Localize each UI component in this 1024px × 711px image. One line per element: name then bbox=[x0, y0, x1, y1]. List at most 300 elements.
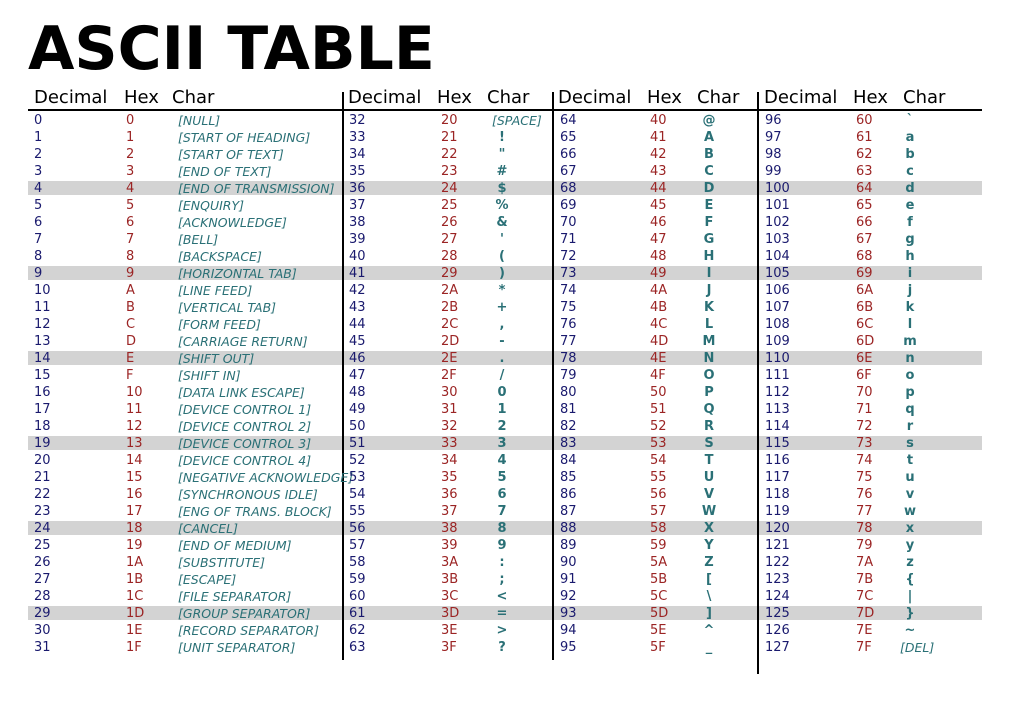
decimal-cell: 106 bbox=[765, 283, 790, 298]
decimal-cell: 24 bbox=[34, 521, 51, 536]
decimal-cell: 68 bbox=[560, 181, 577, 196]
char-cell: s bbox=[906, 436, 914, 451]
decimal-cell: 21 bbox=[34, 470, 51, 485]
hex-cell: 1B bbox=[126, 572, 144, 587]
char-cell: n bbox=[905, 351, 915, 366]
char-cell: e bbox=[905, 198, 915, 213]
char-cell: Q bbox=[703, 402, 715, 417]
hex-cell: B bbox=[126, 300, 135, 315]
hex-cell: 13 bbox=[126, 436, 143, 451]
decimal-cell: 4 bbox=[34, 181, 43, 196]
header-decimal: Decimal bbox=[558, 87, 632, 108]
decimal-cell: 125 bbox=[765, 606, 790, 621]
header-rule bbox=[28, 109, 982, 111]
decimal-cell: 127 bbox=[765, 640, 790, 655]
hex-cell: 66 bbox=[856, 215, 873, 230]
decimal-cell: 112 bbox=[765, 385, 790, 400]
char-cell: T bbox=[704, 453, 714, 468]
hex-cell: 1 bbox=[126, 130, 135, 145]
char-cell: u bbox=[905, 470, 915, 485]
hex-cell: 27 bbox=[441, 232, 458, 247]
decimal-cell: 122 bbox=[765, 555, 790, 570]
decimal-cell: 33 bbox=[349, 130, 366, 145]
decimal-cell: 74 bbox=[560, 283, 577, 298]
hex-cell: A bbox=[126, 283, 135, 298]
char-cell: D bbox=[703, 181, 715, 196]
decimal-cell: 118 bbox=[765, 487, 790, 502]
hex-cell: 4A bbox=[650, 283, 668, 298]
decimal-cell: 11 bbox=[34, 300, 51, 315]
char-cell: r bbox=[906, 419, 914, 434]
decimal-cell: 54 bbox=[349, 487, 366, 502]
char-cell: [GROUP SEPARATOR] bbox=[178, 606, 311, 621]
char-cell: A bbox=[703, 130, 715, 145]
char-cell: k bbox=[905, 300, 915, 315]
hex-cell: 50 bbox=[650, 385, 667, 400]
char-cell: # bbox=[496, 164, 508, 179]
hex-cell: 63 bbox=[856, 164, 873, 179]
decimal-cell: 2 bbox=[34, 147, 43, 162]
decimal-cell: 26 bbox=[34, 555, 51, 570]
decimal-cell: 16 bbox=[34, 385, 51, 400]
decimal-cell: 95 bbox=[560, 640, 577, 655]
hex-cell: 3D bbox=[441, 606, 460, 621]
hex-cell: 2F bbox=[441, 368, 457, 383]
decimal-cell: 44 bbox=[349, 317, 366, 332]
hex-cell: 60 bbox=[856, 113, 873, 128]
char-cell: [CANCEL] bbox=[178, 521, 238, 536]
hex-cell: 19 bbox=[126, 538, 143, 553]
char-cell: ) bbox=[499, 266, 505, 281]
decimal-cell: 62 bbox=[349, 623, 366, 638]
char-cell: [SHIFT IN] bbox=[178, 368, 241, 383]
char-cell: B bbox=[704, 147, 714, 162]
decimal-cell: 103 bbox=[765, 232, 790, 247]
char-cell: [FORM FEED] bbox=[178, 317, 261, 332]
char-cell: [NEGATIVE ACKNOWLEDGE] bbox=[178, 470, 354, 485]
decimal-cell: 79 bbox=[560, 368, 577, 383]
hex-cell: 54 bbox=[650, 453, 667, 468]
decimal-cell: 12 bbox=[34, 317, 51, 332]
hex-cell: 46 bbox=[650, 215, 667, 230]
decimal-cell: 10 bbox=[34, 283, 51, 298]
char-cell: W bbox=[701, 504, 717, 519]
decimal-cell: 23 bbox=[34, 504, 51, 519]
hex-cell: 56 bbox=[650, 487, 667, 502]
char-cell: F bbox=[704, 215, 714, 230]
hex-cell: 5D bbox=[650, 606, 669, 621]
char-cell: 9 bbox=[497, 538, 507, 553]
decimal-cell: 93 bbox=[560, 606, 577, 621]
hex-cell: 67 bbox=[856, 232, 873, 247]
char-cell: m bbox=[903, 334, 917, 349]
char-cell: 6 bbox=[497, 487, 507, 502]
hex-cell: 59 bbox=[650, 538, 667, 553]
char-cell: l bbox=[907, 317, 913, 332]
decimal-cell: 25 bbox=[34, 538, 51, 553]
hex-cell: 3C bbox=[441, 589, 459, 604]
decimal-cell: 124 bbox=[765, 589, 790, 604]
decimal-cell: 15 bbox=[34, 368, 51, 383]
hex-cell: 15 bbox=[126, 470, 143, 485]
char-cell: [DEVICE CONTROL 2] bbox=[178, 419, 312, 434]
hex-cell: 73 bbox=[856, 436, 873, 451]
hex-cell: 42 bbox=[650, 147, 667, 162]
hex-cell: 1A bbox=[126, 555, 144, 570]
char-cell: c bbox=[906, 164, 914, 179]
hex-cell: 69 bbox=[856, 266, 873, 281]
hex-cell: 5C bbox=[650, 589, 668, 604]
char-cell: } bbox=[905, 606, 915, 621]
hex-cell: 64 bbox=[856, 181, 873, 196]
char-cell: [NULL] bbox=[178, 113, 221, 128]
char-cell: , bbox=[499, 317, 505, 332]
hex-cell: 45 bbox=[650, 198, 667, 213]
char-cell: I bbox=[706, 266, 712, 281]
hex-cell: 53 bbox=[650, 436, 667, 451]
decimal-cell: 52 bbox=[349, 453, 366, 468]
char-cell: [UNIT SEPARATOR] bbox=[178, 640, 296, 655]
hex-cell: 41 bbox=[650, 130, 667, 145]
char-cell: ( bbox=[499, 249, 505, 264]
char-cell: 8 bbox=[497, 521, 507, 536]
hex-cell: 7E bbox=[856, 623, 873, 638]
char-cell: [START OF HEADING] bbox=[178, 130, 311, 145]
char-cell: P bbox=[704, 385, 714, 400]
hex-cell: 7D bbox=[856, 606, 875, 621]
char-cell: $ bbox=[497, 181, 507, 196]
decimal-cell: 104 bbox=[765, 249, 790, 264]
hex-cell: 44 bbox=[650, 181, 667, 196]
decimal-cell: 108 bbox=[765, 317, 790, 332]
hex-cell: 4D bbox=[650, 334, 669, 349]
decimal-cell: 17 bbox=[34, 402, 51, 417]
decimal-cell: 37 bbox=[349, 198, 366, 213]
hex-cell: 6E bbox=[856, 351, 873, 366]
char-cell: Z bbox=[704, 555, 714, 570]
hex-cell: 70 bbox=[856, 385, 873, 400]
char-cell: h bbox=[905, 249, 915, 264]
char-cell: p bbox=[905, 385, 915, 400]
char-cell: y bbox=[905, 538, 915, 553]
hex-cell: 4E bbox=[650, 351, 667, 366]
char-cell: [END OF TRANSMISSION] bbox=[178, 181, 335, 196]
hex-cell: 7A bbox=[856, 555, 874, 570]
char-cell: L bbox=[704, 317, 714, 332]
char-cell: " bbox=[498, 147, 506, 162]
decimal-cell: 97 bbox=[765, 130, 782, 145]
decimal-cell: 1 bbox=[34, 130, 43, 145]
decimal-cell: 19 bbox=[34, 436, 51, 451]
char-cell: x bbox=[905, 521, 915, 536]
decimal-cell: 55 bbox=[349, 504, 366, 519]
hex-cell: 33 bbox=[441, 436, 458, 451]
header-decimal: Decimal bbox=[34, 87, 108, 108]
decimal-cell: 83 bbox=[560, 436, 577, 451]
decimal-cell: 116 bbox=[765, 453, 790, 468]
char-cell: : bbox=[499, 555, 505, 570]
hex-cell: 2E bbox=[441, 351, 458, 366]
hex-cell: 58 bbox=[650, 521, 667, 536]
decimal-cell: 47 bbox=[349, 368, 366, 383]
char-cell: R bbox=[703, 419, 714, 434]
decimal-cell: 20 bbox=[34, 453, 51, 468]
hex-cell: 1E bbox=[126, 623, 143, 638]
char-cell: v bbox=[905, 487, 915, 502]
char-cell: O bbox=[703, 368, 715, 383]
char-cell: g bbox=[905, 232, 915, 247]
char-cell: [ENQUIRY] bbox=[178, 198, 244, 213]
decimal-cell: 120 bbox=[765, 521, 790, 536]
decimal-cell: 40 bbox=[349, 249, 366, 264]
decimal-cell: 66 bbox=[560, 147, 577, 162]
decimal-cell: 36 bbox=[349, 181, 366, 196]
char-cell: U bbox=[703, 470, 715, 485]
hex-cell: 14 bbox=[126, 453, 143, 468]
hex-cell: 6D bbox=[856, 334, 875, 349]
decimal-cell: 53 bbox=[349, 470, 366, 485]
header-char: Char bbox=[903, 87, 946, 108]
hex-cell: 2A bbox=[441, 283, 459, 298]
decimal-cell: 85 bbox=[560, 470, 577, 485]
char-cell: f bbox=[907, 215, 913, 230]
char-cell: a bbox=[905, 130, 915, 145]
char-cell: H bbox=[703, 249, 715, 264]
decimal-cell: 71 bbox=[560, 232, 577, 247]
decimal-cell: 61 bbox=[349, 606, 366, 621]
decimal-cell: 92 bbox=[560, 589, 577, 604]
hex-cell: 71 bbox=[856, 402, 873, 417]
char-cell: < bbox=[496, 589, 508, 604]
hex-cell: 77 bbox=[856, 504, 873, 519]
hex-cell: 3E bbox=[441, 623, 458, 638]
decimal-cell: 96 bbox=[765, 113, 782, 128]
hex-cell: 8 bbox=[126, 249, 135, 264]
char-cell: j bbox=[907, 283, 913, 298]
hex-cell: 51 bbox=[650, 402, 667, 417]
hex-cell: 2C bbox=[441, 317, 459, 332]
char-cell: ; bbox=[499, 572, 505, 587]
char-cell: 5 bbox=[497, 470, 507, 485]
decimal-cell: 73 bbox=[560, 266, 577, 281]
decimal-cell: 5 bbox=[34, 198, 43, 213]
char-cell: [LINE FEED] bbox=[178, 283, 253, 298]
hex-cell: 3 bbox=[126, 164, 135, 179]
hex-cell: 62 bbox=[856, 147, 873, 162]
decimal-cell: 29 bbox=[34, 606, 51, 621]
hex-cell: 3F bbox=[441, 640, 457, 655]
hex-cell: 5B bbox=[650, 572, 668, 587]
char-cell: 2 bbox=[497, 419, 507, 434]
char-cell: [ENG OF TRANS. BLOCK] bbox=[178, 504, 332, 519]
hex-cell: 55 bbox=[650, 470, 667, 485]
char-cell: ? bbox=[498, 640, 506, 655]
hex-cell: 18 bbox=[126, 521, 143, 536]
char-cell: w bbox=[903, 504, 916, 519]
char-cell: [SHIFT OUT] bbox=[178, 351, 255, 366]
char-cell: - bbox=[499, 334, 505, 349]
char-cell: [ACKNOWLEDGE] bbox=[178, 215, 287, 230]
hex-cell: 32 bbox=[441, 419, 458, 434]
char-cell: S bbox=[704, 436, 714, 451]
hex-cell: 74 bbox=[856, 453, 873, 468]
header-hex: Hex bbox=[437, 87, 472, 108]
hex-cell: 5E bbox=[650, 623, 667, 638]
hex-cell: 38 bbox=[441, 521, 458, 536]
hex-cell: 3A bbox=[441, 555, 459, 570]
char-cell: [BACKSPACE] bbox=[178, 249, 262, 264]
hex-cell: 31 bbox=[441, 402, 458, 417]
char-cell: [VERTICAL TAB] bbox=[178, 300, 277, 315]
hex-cell: 30 bbox=[441, 385, 458, 400]
char-cell: z bbox=[906, 555, 914, 570]
column-divider bbox=[757, 92, 759, 674]
char-cell: V bbox=[703, 487, 715, 502]
decimal-cell: 69 bbox=[560, 198, 577, 213]
char-cell: [END OF MEDIUM] bbox=[178, 538, 292, 553]
char-cell: [RECORD SEPARATOR] bbox=[178, 623, 319, 638]
decimal-cell: 78 bbox=[560, 351, 577, 366]
char-cell: J bbox=[706, 283, 712, 298]
char-cell: C bbox=[704, 164, 714, 179]
hex-cell: 6B bbox=[856, 300, 874, 315]
hex-cell: 5A bbox=[650, 555, 668, 570]
char-cell: ! bbox=[499, 130, 505, 145]
decimal-cell: 56 bbox=[349, 521, 366, 536]
char-cell: { bbox=[905, 572, 915, 587]
decimal-cell: 115 bbox=[765, 436, 790, 451]
hex-cell: 7B bbox=[856, 572, 874, 587]
char-cell: * bbox=[498, 283, 506, 298]
hex-cell: 11 bbox=[126, 402, 143, 417]
decimal-cell: 117 bbox=[765, 470, 790, 485]
hex-cell: 16 bbox=[126, 487, 143, 502]
decimal-cell: 31 bbox=[34, 640, 51, 655]
hex-cell: 3B bbox=[441, 572, 459, 587]
char-cell: [START OF TEXT] bbox=[178, 147, 284, 162]
hex-cell: 26 bbox=[441, 215, 458, 230]
hex-cell: 0 bbox=[126, 113, 135, 128]
hex-cell: 36 bbox=[441, 487, 458, 502]
decimal-cell: 90 bbox=[560, 555, 577, 570]
char-cell: [SYNCHRONOUS IDLE] bbox=[178, 487, 318, 502]
char-cell: / bbox=[499, 368, 505, 383]
decimal-cell: 41 bbox=[349, 266, 366, 281]
decimal-cell: 22 bbox=[34, 487, 51, 502]
hex-cell: 35 bbox=[441, 470, 458, 485]
char-cell: ^ bbox=[703, 623, 715, 638]
decimal-cell: 119 bbox=[765, 504, 790, 519]
decimal-cell: 34 bbox=[349, 147, 366, 162]
header-hex: Hex bbox=[124, 87, 159, 108]
decimal-cell: 9 bbox=[34, 266, 43, 281]
hex-cell: 76 bbox=[856, 487, 873, 502]
hex-cell: 17 bbox=[126, 504, 143, 519]
char-cell: [ESCAPE] bbox=[178, 572, 237, 587]
hex-cell: 9 bbox=[126, 266, 135, 281]
hex-cell: 34 bbox=[441, 453, 458, 468]
hex-cell: 78 bbox=[856, 521, 873, 536]
hex-cell: 23 bbox=[441, 164, 458, 179]
char-cell: | bbox=[907, 589, 913, 604]
hex-cell: 4 bbox=[126, 181, 135, 196]
char-cell: [ bbox=[706, 572, 712, 587]
hex-cell: 1F bbox=[126, 640, 142, 655]
char-cell: t bbox=[906, 453, 914, 468]
decimal-cell: 28 bbox=[34, 589, 51, 604]
char-cell: K bbox=[703, 300, 715, 315]
decimal-cell: 100 bbox=[765, 181, 790, 196]
decimal-cell: 42 bbox=[349, 283, 366, 298]
hex-cell: 5 bbox=[126, 198, 135, 213]
char-cell: % bbox=[495, 198, 509, 213]
char-cell: [DEL] bbox=[900, 640, 935, 655]
decimal-cell: 50 bbox=[349, 419, 366, 434]
header-char: Char bbox=[172, 87, 215, 108]
char-cell: @ bbox=[702, 113, 716, 128]
hex-cell: 10 bbox=[126, 385, 143, 400]
hex-cell: 7F bbox=[856, 640, 872, 655]
char-cell: . bbox=[499, 351, 505, 366]
hex-cell: 1C bbox=[126, 589, 144, 604]
char-cell: \ bbox=[706, 589, 712, 604]
char-cell: [SPACE] bbox=[492, 113, 542, 128]
hex-cell: 12 bbox=[126, 419, 143, 434]
char-cell: o bbox=[905, 368, 915, 383]
hex-cell: 4F bbox=[650, 368, 666, 383]
decimal-cell: 45 bbox=[349, 334, 366, 349]
hex-cell: 79 bbox=[856, 538, 873, 553]
decimal-cell: 67 bbox=[560, 164, 577, 179]
decimal-cell: 94 bbox=[560, 623, 577, 638]
hex-cell: 1D bbox=[126, 606, 145, 621]
decimal-cell: 87 bbox=[560, 504, 577, 519]
header-decimal: Decimal bbox=[348, 87, 422, 108]
hex-cell: 6C bbox=[856, 317, 874, 332]
char-cell: 0 bbox=[497, 385, 507, 400]
header-char: Char bbox=[487, 87, 530, 108]
decimal-cell: 49 bbox=[349, 402, 366, 417]
header-char: Char bbox=[697, 87, 740, 108]
decimal-cell: 98 bbox=[765, 147, 782, 162]
hex-cell: 37 bbox=[441, 504, 458, 519]
decimal-cell: 84 bbox=[560, 453, 577, 468]
decimal-cell: 102 bbox=[765, 215, 790, 230]
column-divider bbox=[342, 92, 344, 660]
hex-cell: 2B bbox=[441, 300, 459, 315]
char-cell: E bbox=[704, 198, 714, 213]
decimal-cell: 91 bbox=[560, 572, 577, 587]
char-cell: [SUBSTITUTE] bbox=[178, 555, 265, 570]
hex-cell: 43 bbox=[650, 164, 667, 179]
char-cell: + bbox=[496, 300, 508, 315]
decimal-cell: 3 bbox=[34, 164, 43, 179]
decimal-cell: 63 bbox=[349, 640, 366, 655]
decimal-cell: 88 bbox=[560, 521, 577, 536]
char-cell: d bbox=[905, 181, 915, 196]
hex-cell: F bbox=[126, 368, 134, 383]
hex-cell: D bbox=[126, 334, 137, 349]
decimal-cell: 82 bbox=[560, 419, 577, 434]
page-title: ASCII TABLE bbox=[28, 14, 435, 84]
decimal-cell: 76 bbox=[560, 317, 577, 332]
decimal-cell: 8 bbox=[34, 249, 43, 264]
char-cell: M bbox=[702, 334, 716, 349]
decimal-cell: 105 bbox=[765, 266, 790, 281]
decimal-cell: 107 bbox=[765, 300, 790, 315]
char-cell: [CARRIAGE RETURN] bbox=[178, 334, 308, 349]
hex-cell: 40 bbox=[650, 113, 667, 128]
